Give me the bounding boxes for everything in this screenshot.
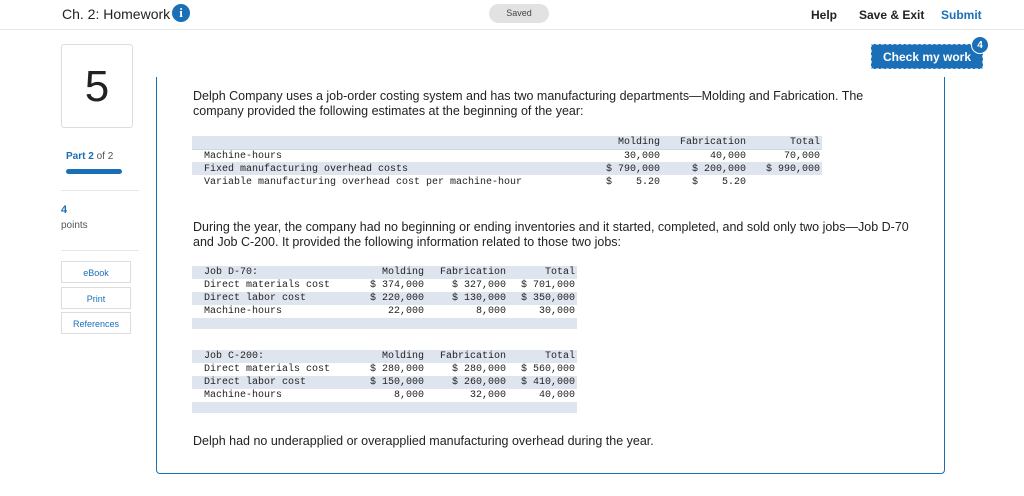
points-value: 4: [61, 204, 68, 216]
submit-link[interactable]: Submit: [941, 8, 982, 22]
middle-paragraph: During the year, the company had no beginning or ending inventories and it started, completed, and sold only two jobs—Job D-70 and Job C-200. It provided the following information related to those two jobs:: [193, 220, 909, 249]
cell: $ 990,000: [765, 164, 820, 175]
cell: 70,000: [783, 151, 820, 162]
cell: $ 220,000: [369, 293, 424, 304]
table-row: [192, 279, 577, 292]
part-total: of 2: [96, 151, 114, 162]
header-cell: [192, 136, 592, 150]
table-header-row: [192, 136, 822, 150]
table-row: [192, 389, 577, 402]
header-cell: Fabrication: [439, 351, 506, 362]
check-count-badge: 4: [971, 36, 989, 54]
table-row: [192, 163, 822, 176]
part-progress-bar: [66, 169, 122, 174]
assignment-title: Ch. 2: Homework: [62, 6, 171, 22]
table-header-row: [192, 266, 577, 279]
print-button[interactable]: Print: [61, 287, 131, 309]
points-label: points: [61, 220, 88, 231]
cell: 22,000: [387, 306, 424, 317]
closing-paragraph: Delph had no underapplied or overapplied manufacturing overhead during the year.: [193, 434, 654, 448]
table-row: [192, 176, 822, 189]
cell: $ 560,000: [520, 364, 575, 375]
cell: $ 790,000: [605, 164, 660, 175]
table-row: [192, 305, 577, 318]
cell: $ 150,000: [369, 377, 424, 388]
cell: [748, 176, 822, 189]
header-cell: Fabrication: [662, 136, 748, 150]
cell: 30,000: [623, 151, 660, 162]
estimates-table: [192, 136, 822, 189]
references-button[interactable]: References: [61, 312, 131, 334]
question-number[interactable]: 5: [61, 44, 133, 128]
cell: 8,000: [475, 306, 506, 317]
header-cell: Job C-200:: [204, 351, 265, 362]
table-row: [192, 376, 577, 389]
table-row-shade: [192, 318, 577, 329]
cell: 8,000: [393, 390, 424, 401]
cell: 30,000: [538, 306, 575, 317]
top-bar: [0, 0, 1024, 30]
row-label: Machine-hours: [204, 306, 283, 317]
cell: 40,000: [709, 151, 746, 162]
cell: $ 260,000: [451, 377, 506, 388]
table-row: [192, 150, 822, 164]
table-header-row: [192, 350, 577, 363]
cell: $ 130,000: [451, 293, 506, 304]
cell: $ 280,000: [369, 364, 424, 375]
info-icon[interactable]: i: [172, 4, 190, 22]
table-row: [192, 363, 577, 376]
cell: $ 280,000: [451, 364, 506, 375]
sidebar-divider: [61, 190, 139, 191]
cell: $ 5.20: [691, 177, 746, 188]
cell: $ 410,000: [520, 377, 575, 388]
job-d70-table: [192, 266, 577, 318]
row-label: Direct materials cost: [204, 364, 331, 375]
header-cell: Job D-70:: [204, 267, 259, 278]
cell: 40,000: [538, 390, 575, 401]
ebook-button[interactable]: eBook: [61, 261, 131, 283]
header-cell: Molding: [381, 351, 424, 362]
row-label: Direct labor cost: [204, 377, 307, 388]
header-cell: Total: [544, 351, 575, 362]
row-label: Direct materials cost: [204, 280, 331, 291]
cell: $ 5.20: [605, 177, 660, 188]
part-prefix: Part: [66, 151, 86, 162]
intro-paragraph: Delph Company uses a job-order costing system and has two manufacturing departments—Molding and Fabrication. The company provided the following estimates at the beginning of the year:: [193, 89, 864, 118]
header-cell: Fabrication: [439, 267, 506, 278]
header-cell: Total: [544, 267, 575, 278]
part-current: 2: [88, 151, 94, 162]
cell: $ 350,000: [520, 293, 575, 304]
save-exit-link[interactable]: Save & Exit: [859, 8, 925, 22]
cell: 32,000: [469, 390, 506, 401]
table-row: [192, 292, 577, 305]
header-cell: Molding: [381, 267, 424, 278]
table-row-shade: [192, 402, 577, 413]
cell: $ 374,000: [369, 280, 424, 291]
row-label: Variable manufacturing overhead cost per machine-hour: [204, 177, 523, 188]
header-cell: Molding: [592, 136, 662, 150]
sidebar-divider: [61, 250, 139, 251]
cell: $ 701,000: [520, 280, 575, 291]
job-c200-table: [192, 350, 577, 402]
saved-status-badge: Saved: [489, 4, 549, 23]
part-indicator: [66, 151, 113, 162]
check-my-work-button[interactable]: Check my work: [871, 44, 983, 69]
row-label: Fixed manufacturing overhead costs: [204, 164, 409, 175]
row-label: Machine-hours: [204, 390, 283, 401]
header-cell: Total: [748, 136, 822, 150]
row-label: Direct labor cost: [204, 293, 307, 304]
help-link[interactable]: Help: [811, 8, 838, 22]
cell: $ 200,000: [691, 164, 746, 175]
cell: $ 327,000: [451, 280, 506, 291]
row-label: Machine-hours: [204, 151, 283, 162]
